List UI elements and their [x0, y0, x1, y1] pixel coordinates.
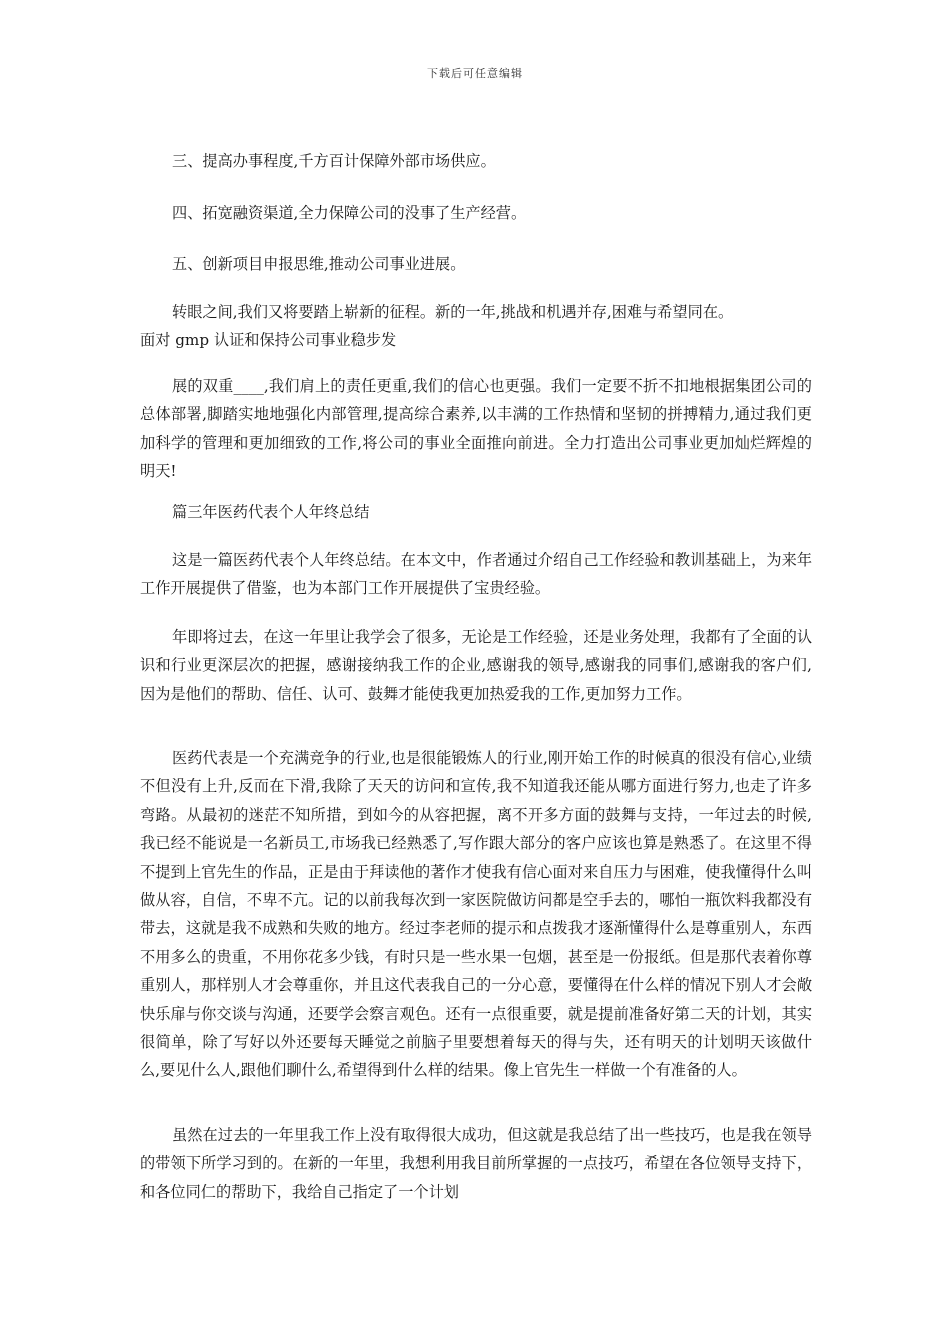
paragraph-dual-pressure: 展的双重____,我们肩上的责任更重,我们的信心也更强。我们一定要不折不扣地根据集团公司的总体部署,脚踏实地地强化内部管理,提高综合素养,以丰满的工作热情和坚韧的拼搏精力,通过我们更加科学的管理和更加细致的工作,将公司的事业全面推向前进。全力打造出公司事业更加灿烂辉煌的明天! — [140, 377, 812, 481]
page-header-note: 下载后可任意编辑 — [427, 67, 523, 80]
paragraph-year-passing: 年即将过去，在这一年里让我学会了很多，无论是工作经验，还是业务处理，我都有了全面的认识和行业更深层次的把握，感谢接纳我工作的企业,感谢我的领导,感谢我的同事们,感谢我的客户们,因为是他们的帮助、信任、认可、鼓舞才能使我更加热爱我的工作,更加努力工作。 — [140, 628, 812, 703]
list-item-three: 三、提高办事程度,千方百计保障外部市场供应。 — [172, 152, 496, 170]
list-item-four: 四、拓宽融资渠道,全力保障公司的没事了生产经营。 — [172, 204, 527, 222]
paragraph-summary-intro: 这是一篇医药代表个人年终总结。在本文中，作者通过介绍自己工作经验和教训基础上，为来年工作开展提供了借鉴，也为本部门工作开展提供了宝贵经验。 — [140, 551, 812, 598]
section-title: 篇三年医药代表个人年终总结 — [172, 503, 370, 521]
paragraph-gmp-line: 面对 gmp 认证和保持公司事业稳步发 — [140, 331, 397, 349]
paragraph-new-journey: 转眼之间,我们又将要踏上崭新的征程。新的一年,挑战和机遇并存,困难与希望同在。 — [172, 303, 734, 321]
paragraph-medical-rep: 医药代表是一个充满竞争的行业,也是很能锻炼人的行业,刚开始工作的时候真的很没有信心,业绩不但没有上升,反而在下滑,我除了天天的访问和宣传,我不知道我还能从哪方面进行努力,也走了许多弯路。从最初的迷茫不知所措，到如今的从容把握，离不开多方面的鼓舞与支持，一年过去的时候,我已经不能说是一名新员工,市场我已经熟悉了,写作跟大部分的客户应该也算是熟悉了。在这里不得不提到上官先生的作品，正是由于拜读他的著作才使我有信心面对来自压力与困难，使我懂得什么叫做从容，自信，不卑不亢。记的以前我每次到一家医院做访问都是空手去的，哪怕一瓶饮料我都没有带去，这就是我不成熟和失败的地方。经过李老师的提示和点拨我才逐渐懂得什么是尊重别人，东西不用多么的贵重，不用你花多少钱，有时只是一些水果一包烟，甚至是一份报纸。但是那代表着你尊重别人，那样别人才会尊重你，并且这代表我自己的一分心意，要懂得在什么样的情况下别人才会敞快乐扉与你交谈与沟通，还要学会察言观色。还有一点很重要，就是提前准备好第二天的计划，其实很简单，除了写好以外还要每天睡觉之前脑子里要想着每天的得与失，还有明天的计划明天该做什么,要见什么人,跟他们聊什么,希望得到什么样的结果。像上官先生一样做一个有准备的人。 — [140, 749, 812, 1080]
paragraph-plan: 虽然在过去的一年里我工作上没有取得很大成功，但这就是我总结了出一些技巧，也是我在领导的带领下所学习到的。在新的一年里，我想利用我目前所掌握的一点技巧，希望在各位领导支持下，和各位同仁的帮助下，我给自己指定了一个计划 — [140, 1126, 812, 1201]
list-item-five: 五、创新项目申报思维,推动公司事业进展。 — [172, 255, 466, 273]
